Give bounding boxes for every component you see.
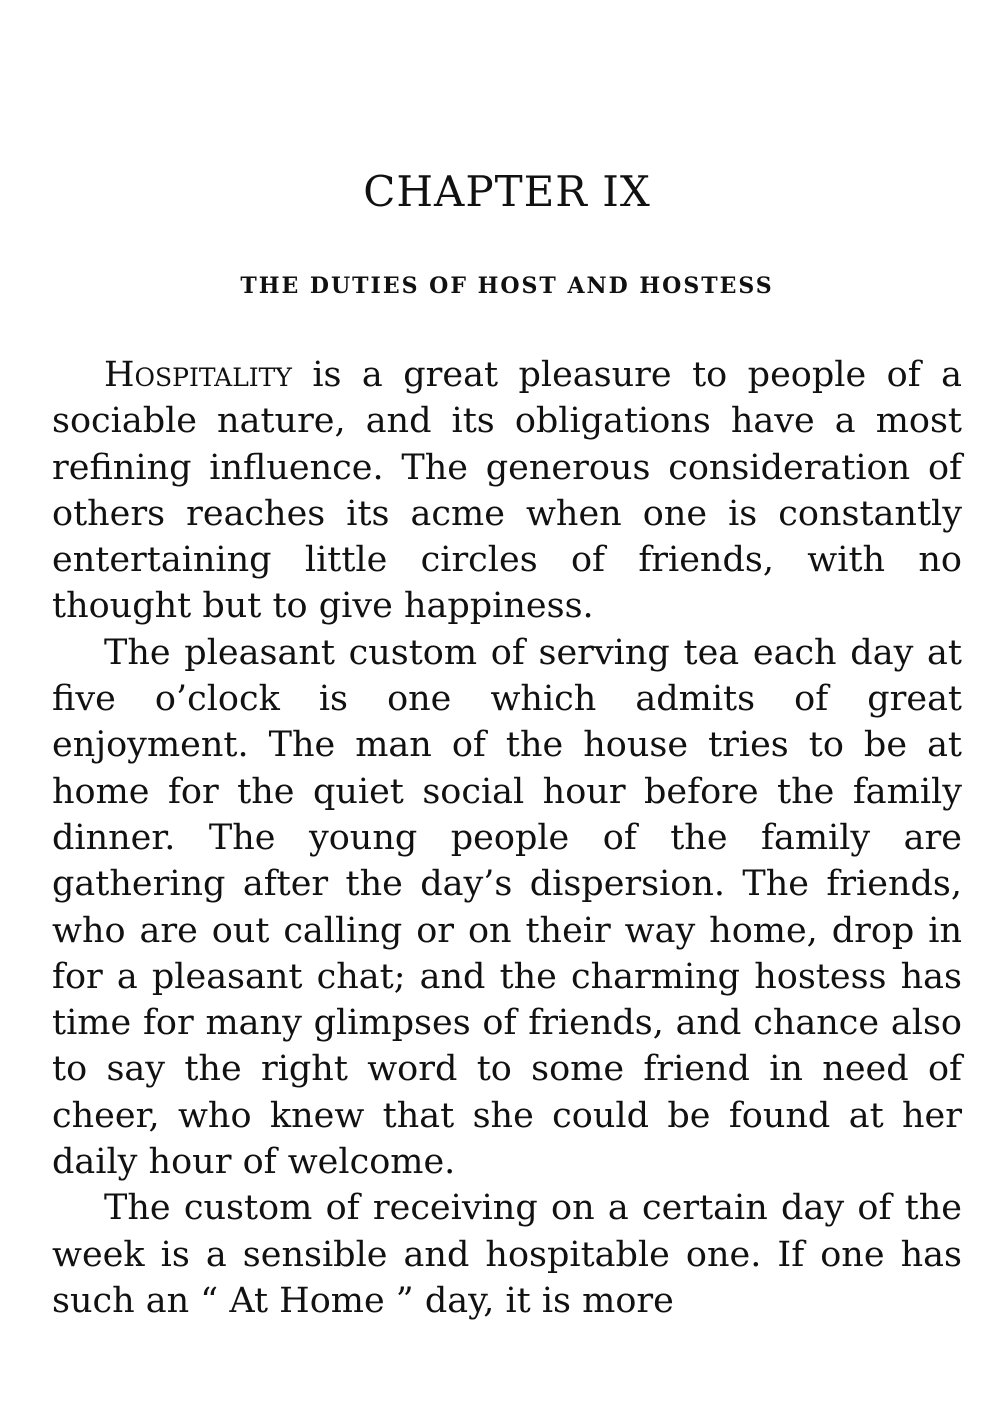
paragraph-2	[52, 630, 962, 1186]
paragraph-1	[52, 352, 962, 630]
chapter-title: CHAPTER IX	[363, 167, 651, 216]
book-page	[52, 0, 962, 1409]
chapter-body	[52, 352, 962, 1324]
paragraph-lead-word: Hospitality	[104, 355, 292, 395]
paragraph-text: The pleasant custom of serving tea each day at five o’clock is one which admits of great enjoyment. The man of the house tries to be at home for the quiet social hour before the family dinner. The young people of the family are gathering after the day’s dispersion. The friends, who are out calling or on their way home, drop in for a pleasant chat; and the charming hostess has time for many glimpses of friends, and chance also to say the right word to some friend in need of cheer, who knew that she could be found at her daily hour of welcome.	[52, 632, 962, 1183]
paragraph-text: is a great pleasure to people of a sociable nature, and its obligations have a most refining influence. The generous consideration of others reaches its acme when one is constantly entertaining little circles of friends, with no thought but to give happiness.	[52, 355, 962, 627]
paragraph-3	[52, 1185, 962, 1324]
chapter-subtitle: THE DUTIES OF HOST AND HOSTESS	[240, 273, 774, 299]
paragraph-text: The custom of receiving on a certain day of the week is a sensible and hospitable one. If one has such an “ At Home ” day, it is more	[52, 1188, 962, 1321]
